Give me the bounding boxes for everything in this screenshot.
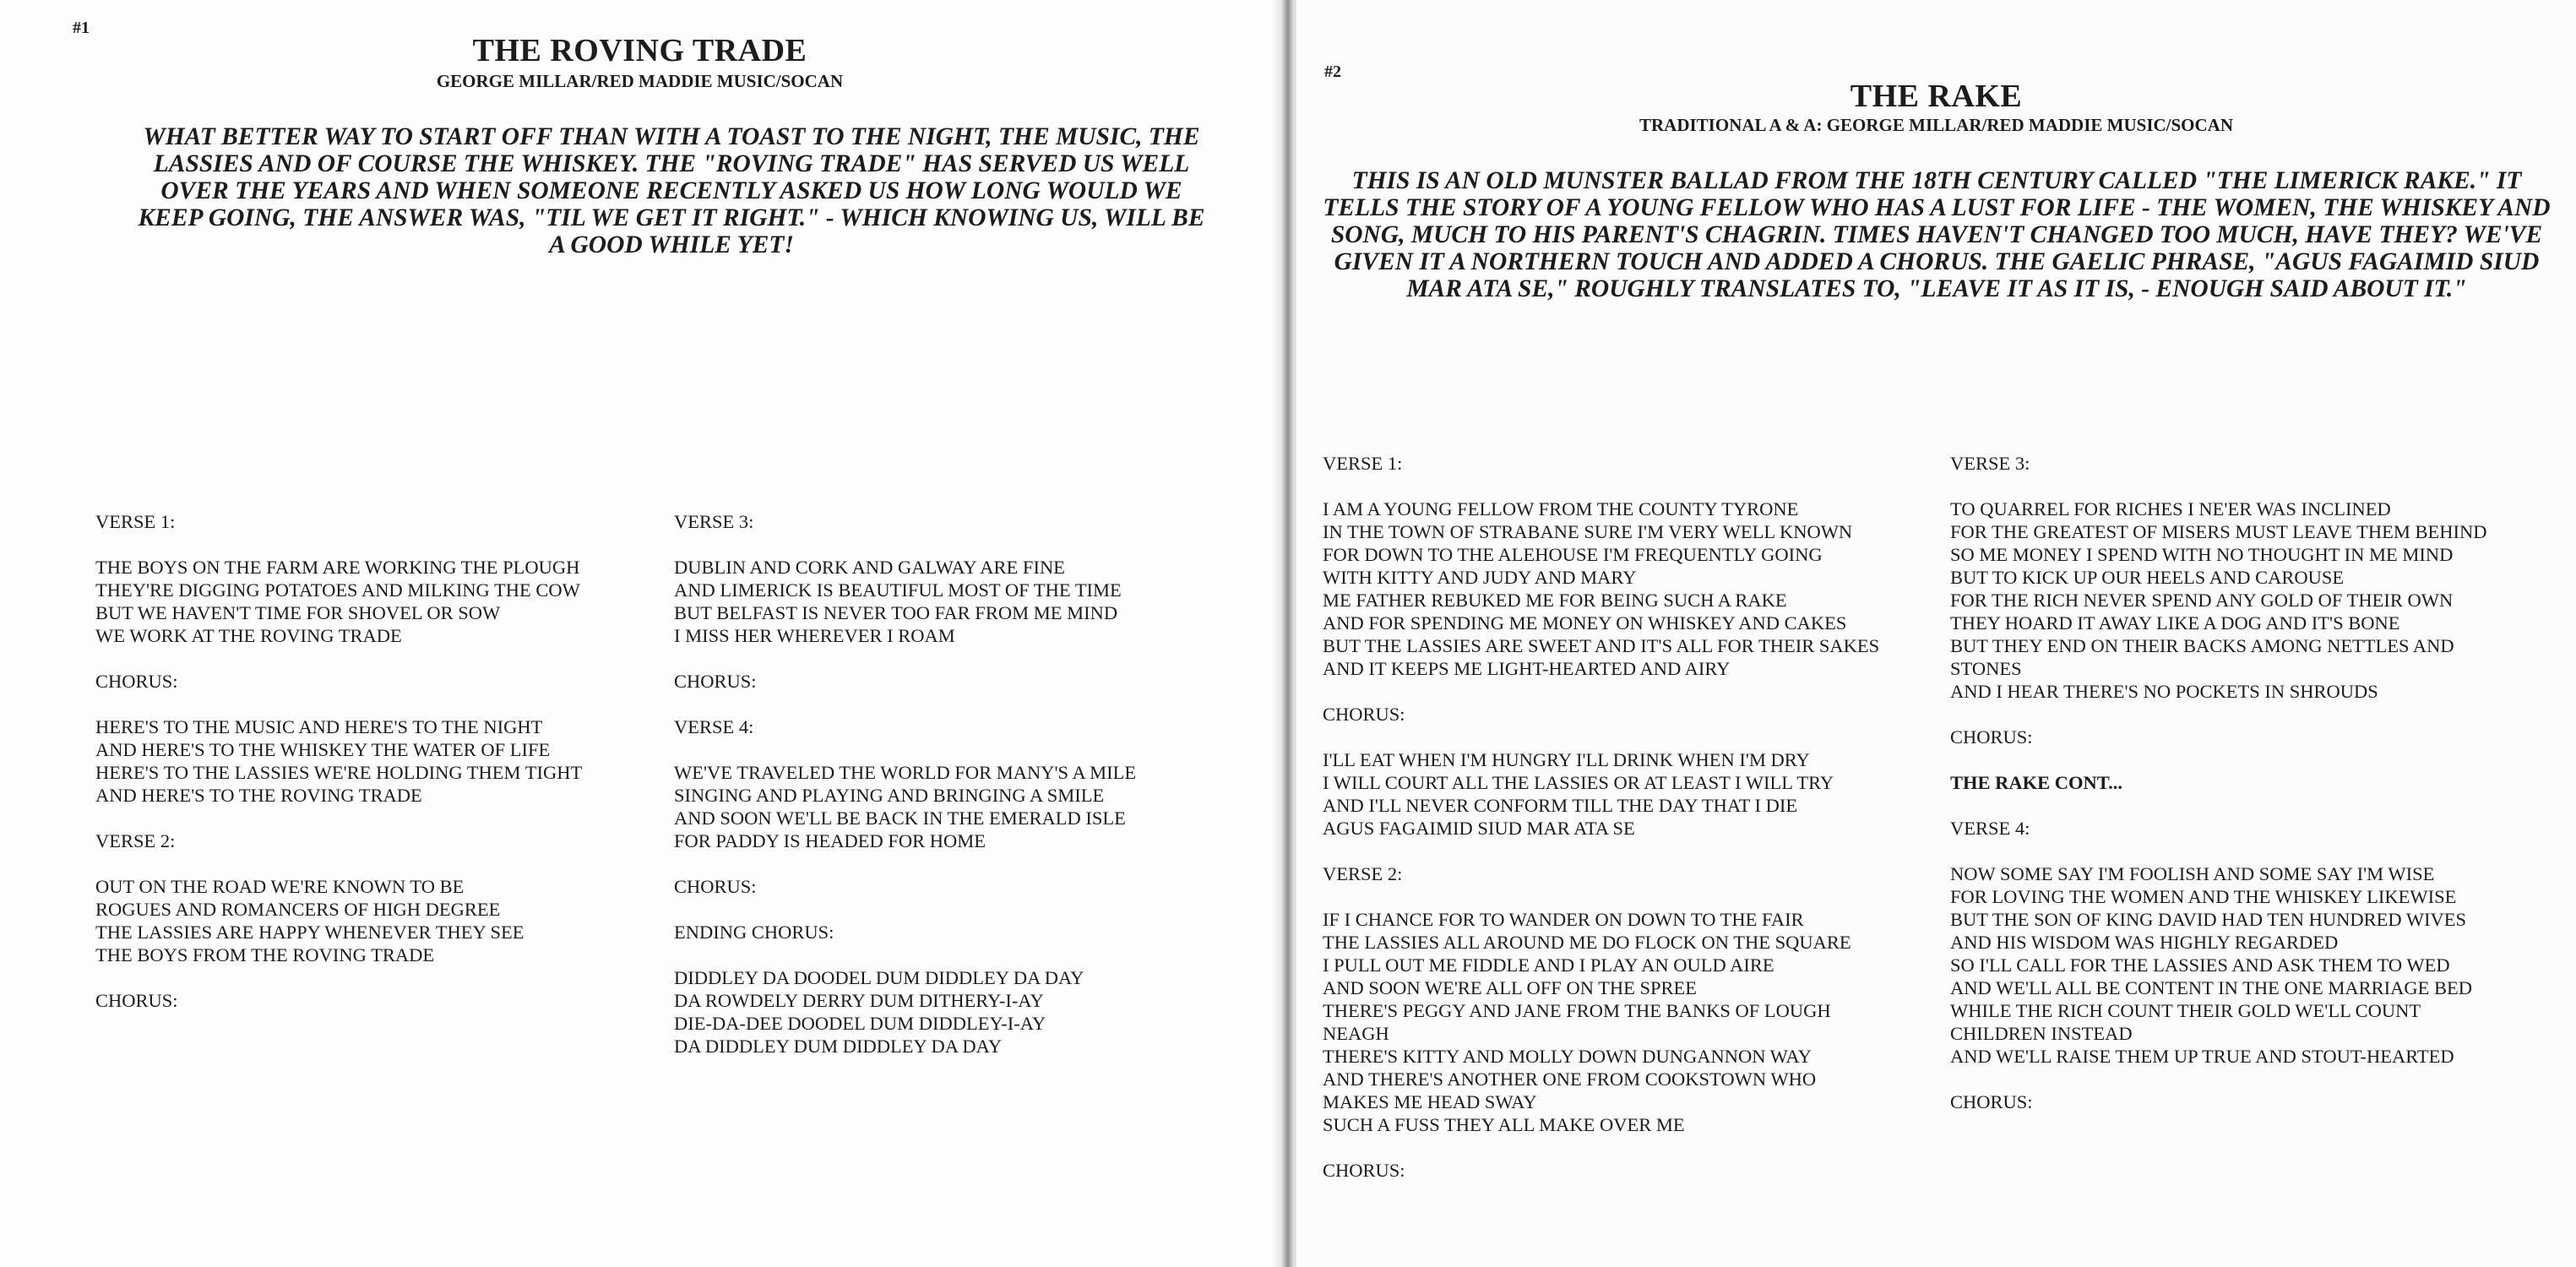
lyric-line: WE'VE TRAVELED THE WORLD FOR MANY'S A MILE: [674, 762, 1137, 783]
lyric-line: IN THE TOWN OF STRABANE SURE I'M VERY WELL KNOWN: [1323, 521, 1853, 542]
lyric-line: BUT THE LASSIES ARE SWEET AND IT'S ALL FOR THEIR SAKES: [1323, 635, 1880, 656]
lyric-line: THEY HOARD IT AWAY LIKE A DOG AND IT'S BONE: [1950, 612, 2400, 634]
lyric-line: I MISS HER WHEREVER I ROAM: [674, 625, 955, 646]
verse-3-label: VERSE 3:: [674, 511, 754, 532]
right-page: [1296, 0, 2576, 1267]
verse-2-label: VERSE 2:: [95, 830, 176, 851]
song-title: THE RAKE: [1850, 79, 2023, 114]
lyrics-column-1: [95, 510, 636, 1012]
lyric-line: AND THERE'S ANOTHER ONE FROM COOKSTOWN WHO: [1323, 1069, 1817, 1090]
song-title: THE ROVING TRADE: [472, 33, 807, 68]
verse-1-label: VERSE 1:: [1323, 453, 1403, 474]
chorus-label: CHORUS:: [95, 671, 178, 692]
lyric-line: IF I CHANCE FOR TO WANDER ON DOWN TO THE FAIR: [1323, 909, 1804, 930]
lyric-line: THERE'S KITTY AND MOLLY DOWN DUNGANNON WAY: [1323, 1046, 1812, 1067]
lyric-line: DA ROWDELY DERRY DUM DITHERY-I-AY: [674, 990, 1044, 1011]
lyric-line: AND I'LL NEVER CONFORM TILL THE DAY THAT I DIE: [1323, 795, 1798, 816]
lyric-line: TO QUARREL FOR RICHES I NE'ER WAS INCLINED: [1950, 498, 2391, 519]
lyric-line: DIE-DA-DEE DOODEL DUM DIDDLEY-I-AY: [674, 1013, 1046, 1034]
lyric-line: FOR PADDY IS HEADED FOR HOME: [674, 830, 986, 851]
lyric-line: SINGING AND PLAYING AND BRINGING A SMILE: [674, 785, 1105, 806]
verse-2-lyrics: [1323, 908, 1918, 1136]
song-intro: WHAT BETTER WAY TO START OFF THAN WITH A TOAST TO THE NIGHT, THE MUSIC, THE LASSIES AND OF COURSE THE WHISKEY. THE "ROVING TRADE" HAS SERVED US WELL OVER THE YEARS AND WHEN SOMEONE RECENTLY ASKED US HOW LONG WOULD WE KEEP GOING, THE ANSWER WAS, "TIL WE GET IT RIGHT." - WHICH KNOWING US, WILL BE A GOOD WHILE YET!: [138, 123, 1205, 258]
lyric-line: HERE'S TO THE LASSIES WE'RE HOLDING THEM TIGHT: [95, 762, 583, 783]
lyric-line: AND HIS WISDOM WAS HIGHLY REGARDED: [1950, 932, 2339, 953]
lyric-line: AND IT KEEPS ME LIGHT-HEARTED AND AIRY: [1323, 658, 1731, 679]
lyric-line: AGUS FAGAIMID SIUD MAR ATA SE: [1323, 818, 1635, 839]
chorus-label: CHORUS:: [1323, 704, 1405, 725]
lyric-line: AND SOON WE'LL BE BACK IN THE EMERALD ISLE: [674, 808, 1126, 829]
lyric-line: I'LL EAT WHEN I'M HUNGRY I'LL DRINK WHEN I'M DRY: [1323, 749, 1810, 770]
lyric-line: OUT ON THE ROAD WE'RE KNOWN TO BE: [95, 876, 465, 897]
lyric-line: THE LASSIES ARE HAPPY WHENEVER THEY SEE: [95, 922, 524, 943]
lyric-line: THE LASSIES ALL AROUND ME DO FLOCK ON THE SQUARE: [1323, 932, 1851, 953]
lyric-line: BUT BELFAST IS NEVER TOO FAR FROM ME MIND: [674, 602, 1118, 623]
lyric-line: SO ME MONEY I SPEND WITH NO THOUGHT IN ME MIND: [1950, 544, 2454, 565]
verse-4-lyrics: [674, 761, 1215, 852]
chorus-label: CHORUS:: [1950, 726, 2033, 748]
ending-chorus-label: ENDING CHORUS:: [674, 922, 834, 943]
verse-2-label: VERSE 2:: [1323, 863, 1403, 884]
lyric-line: WHILE THE RICH COUNT THEIR GOLD WE'LL COUNT: [1950, 1000, 2421, 1021]
lyric-line: THEY'RE DIGGING POTATOES AND MILKING THE COW: [95, 579, 580, 601]
lyric-line: BUT WE HAVEN'T TIME FOR SHOVEL OR SOW: [95, 602, 501, 623]
lyric-line: FOR THE GREATEST OF MISERS MUST LEAVE THEM BEHIND: [1950, 521, 2487, 542]
lyric-line: CHILDREN INSTEAD: [1950, 1023, 2133, 1044]
lyric-line: AND I HEAR THERE'S NO POCKETS IN SHROUDS: [1950, 681, 2378, 702]
lyric-line: THE BOYS FROM THE ROVING TRADE: [95, 944, 435, 965]
lyric-line: AND WE'LL RAISE THEM UP TRUE AND STOUT-HEARTED: [1950, 1046, 2454, 1067]
lyric-line: DA DIDDLEY DUM DIDDLEY DA DAY: [674, 1036, 1003, 1057]
lyric-line: DIDDLEY DA DOODEL DUM DIDDLEY DA DAY: [674, 967, 1084, 988]
verse-3-label: VERSE 3:: [1950, 453, 2030, 474]
song-intro: THIS IS AN OLD MUNSTER BALLAD FROM THE 18TH CENTURY CALLED "THE LIMERICK RAKE." IT TELLS THE STORY OF A YOUNG FELLOW WHO HAS A LUST FOR LIFE - THE WOMEN, THE WHISKEY AND SONG, MUCH TO HIS PARENT'S CHAGRIN. TIMES HAVEN'T CHANGED TOO MUCH, HAVE THEY? WE'VE GIVEN IT A NORTHERN TOUCH AND ADDED A CHORUS. THE GAELIC PHRASE, "AGUS FAGAIMID SIUD MAR ATA SE," ROUGHLY TRANSLATES TO, "LEAVE IT AS IT IS, - ENOUGH SAID ABOUT IT.": [1323, 167, 2551, 302]
lyric-line: MAKES ME HEAD SWAY: [1323, 1091, 1537, 1112]
verse-4-lyrics: [1950, 862, 2541, 1068]
verse-1-label: VERSE 1:: [95, 511, 176, 532]
lyrics-column-1: [1323, 452, 1918, 1182]
lyric-line: I PULL OUT ME FIDDLE AND I PLAY AN OULD AIRE: [1323, 954, 1774, 976]
continuation-label: THE RAKE CONT...: [1950, 772, 2122, 793]
song-credit: GEORGE MILLAR/RED MADDIE MUSIC/SOCAN: [436, 71, 844, 91]
track-number: #1: [73, 19, 90, 37]
lyric-line: AND SOON WE'RE ALL OFF ON THE SPREE: [1323, 977, 1698, 998]
lyric-line: ME FATHER REBUKED ME FOR BEING SUCH A RAKE: [1323, 590, 1787, 611]
lyric-line: WITH KITTY AND JUDY AND MARY: [1323, 567, 1637, 588]
lyric-line: BUT THEY END ON THEIR BACKS AMONG NETTLES AND: [1950, 635, 2454, 656]
lyrics-column-2: [674, 510, 1215, 1058]
verse-2-lyrics: [95, 875, 636, 966]
lyric-line: BUT THE SON OF KING DAVID HAD TEN HUNDRED WIVES: [1950, 909, 2467, 930]
lyric-line: NOW SOME SAY I'M FOOLISH AND SOME SAY I'M WISE: [1950, 863, 2435, 884]
left-page: [0, 0, 1280, 1267]
lyric-line: I WILL COURT ALL THE LASSIES OR AT LEAST I WILL TRY: [1323, 772, 1834, 793]
lyric-line: AND WE'LL ALL BE CONTENT IN THE ONE MARRIAGE BED: [1950, 977, 2472, 998]
lyric-line: AND FOR SPENDING ME MONEY ON WHISKEY AND CAKES: [1323, 612, 1847, 634]
chorus-label: CHORUS:: [1950, 1091, 2033, 1112]
verse-4-label: VERSE 4:: [1950, 818, 2030, 839]
song-credit: TRADITIONAL A & A: GEORGE MILLAR/RED MADDIE MUSIC/SOCAN: [1639, 115, 2233, 135]
verse-4-label: VERSE 4:: [674, 716, 754, 737]
lyric-line: WE WORK AT THE ROVING TRADE: [95, 625, 402, 646]
lyric-line: SO I'LL CALL FOR THE LASSIES AND ASK THEM TO WED: [1950, 954, 2450, 976]
chorus-label: CHORUS:: [1323, 1160, 1405, 1181]
verse-3-lyrics: [1950, 498, 2541, 703]
lyric-line: BUT TO KICK UP OUR HEELS AND CAROUSE: [1950, 567, 2345, 588]
track-number: #2: [1324, 63, 1341, 81]
lyric-line: FOR DOWN TO THE ALEHOUSE I'M FREQUENTLY GOING: [1323, 544, 1823, 565]
verse-1-lyrics: [95, 556, 636, 647]
lyric-line: SUCH A FUSS THEY ALL MAKE OVER ME: [1323, 1114, 1685, 1135]
lyric-line: AND HERE'S TO THE ROVING TRADE: [95, 785, 422, 806]
lyric-line: STONES: [1950, 658, 2022, 679]
lyric-line: DUBLIN AND CORK AND GALWAY ARE FINE: [674, 557, 1065, 578]
lyric-line: FOR THE RICH NEVER SPEND ANY GOLD OF THEIR OWN: [1950, 590, 2454, 611]
lyric-line: ROGUES AND ROMANCERS OF HIGH DEGREE: [95, 899, 501, 920]
chorus-lyrics: [1323, 748, 1918, 840]
chorus-label: CHORUS:: [674, 671, 757, 692]
chorus-lyrics: [95, 715, 636, 807]
ending-chorus-lyrics: [674, 966, 1215, 1058]
lyric-line: THERE'S PEGGY AND JANE FROM THE BANKS OF LOUGH: [1323, 1000, 1831, 1021]
lyric-line: FOR LOVING THE WOMEN AND THE WHISKEY LIKEWISE: [1950, 886, 2457, 907]
chorus-label: CHORUS:: [95, 990, 178, 1011]
lyric-line: THE BOYS ON THE FARM ARE WORKING THE PLOUGH: [95, 557, 580, 578]
lyric-line: AND HERE'S TO THE WHISKEY THE WATER OF LIFE: [95, 739, 551, 760]
lyrics-column-2: [1950, 452, 2541, 1113]
verse-3-lyrics: [674, 556, 1215, 647]
lyric-line: I AM A YOUNG FELLOW FROM THE COUNTY TYRONE: [1323, 498, 1799, 519]
lyric-line: HERE'S TO THE MUSIC AND HERE'S TO THE NIGHT: [95, 716, 543, 737]
lyric-line: AND LIMERICK IS BEAUTIFUL MOST OF THE TIME: [674, 579, 1122, 601]
lyric-line: NEAGH: [1323, 1023, 1389, 1044]
verse-1-lyrics: [1323, 498, 1918, 680]
chorus-label: CHORUS:: [674, 876, 757, 897]
